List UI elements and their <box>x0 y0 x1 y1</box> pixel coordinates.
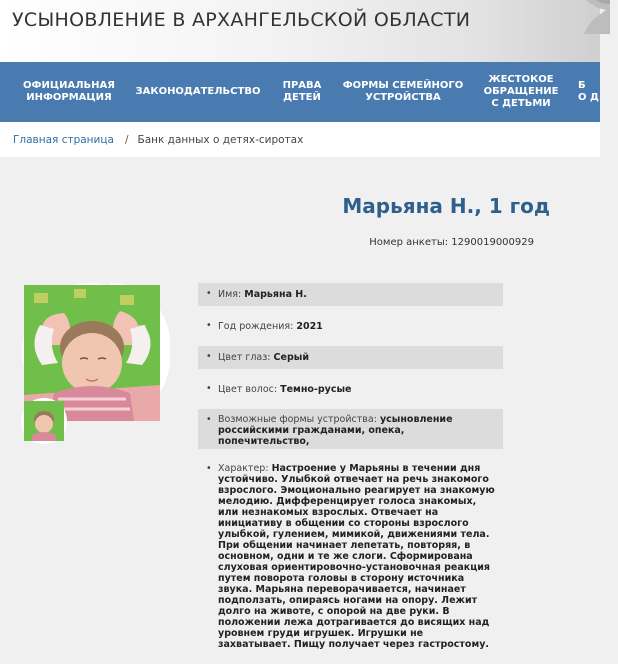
form-number-label: Номер анкеты: <box>369 237 449 248</box>
info-label: Цвет волос: <box>218 384 278 395</box>
bullet-icon: • <box>206 383 212 394</box>
info-row-character <box>198 458 503 655</box>
bullet-icon: • <box>206 288 212 299</box>
info-value: Серый <box>273 352 310 363</box>
info-label: Характер: <box>218 463 269 474</box>
bullet-icon: • <box>206 414 212 425</box>
info-label: Имя: <box>218 289 242 300</box>
info-row-birth-year <box>198 315 503 337</box>
header-decoration-icon <box>550 0 610 34</box>
bullet-icon: • <box>206 463 212 474</box>
info-value: усыновление российскими гражданами, опека, попечительство, <box>218 414 453 447</box>
info-row-hair-color <box>198 378 503 400</box>
breadcrumb-separator: / <box>124 133 129 146</box>
form-number <box>369 237 534 248</box>
info-row-eye-color <box>198 346 503 369</box>
nav-item-official-info[interactable]: ОФИЦИАЛЬНАЯ ИНФОРМАЦИЯ <box>23 80 115 103</box>
info-label: Возможные формы устройства: <box>218 414 377 425</box>
info-value: 2021 <box>296 321 323 332</box>
main-nav <box>0 62 600 122</box>
info-row-placement-forms <box>198 409 503 449</box>
breadcrumb-home-link[interactable]: Главная страница <box>13 133 114 146</box>
page-title: Марьяна Н., 1 год <box>342 194 550 218</box>
nav-item-legislation[interactable]: ЗАКОНОДАТЕЛЬСТВО <box>135 86 261 97</box>
thumbnail-image <box>24 401 64 441</box>
info-value: Настроение у Марьяны в течении дня устойчиво. Улыбкой отвечает на речь знакомого взрослого. Эмоционально реагирует на знакомую мелодию. Дифференцирует голоса знакомых, или незнакомых взрослых. Отвечает на инициативу в общении со стороны взрослого улыбкой, гулением, мимикой, движениями тела. При общении начинает лепетать, повторяя, в основном, одни и те же слоги. Сформирована слуховая ориентировочно-установочная реакция путем поворота головы в сторону источника звука. Марьяна переворачивается, начинает подползать, опираясь ногами на опору. Лежит долго на животе, с опорой на две руки. В положении лежа дотрагивается до висящих над уровнем груди игрушек. Игрушки не захватывает. Пищу получает через гастростому. <box>218 463 495 650</box>
child-info-list <box>198 283 503 664</box>
bullet-icon: • <box>206 320 212 331</box>
bullet-icon: • <box>206 351 212 362</box>
child-photo-thumbnail[interactable] <box>21 398 67 444</box>
nav-item-overflow[interactable]: Б О Д <box>578 80 599 103</box>
info-row-name <box>198 283 503 306</box>
info-label: Цвет глаз: <box>218 352 271 363</box>
info-value: Темно-русые <box>280 384 352 395</box>
nav-item-child-abuse[interactable]: ЖЕСТОКОЕ ОБРАЩЕНИЕ С ДЕТЬМИ <box>483 74 559 109</box>
breadcrumb-current: Банк данных о детях-сиротах <box>137 133 304 146</box>
breadcrumb <box>0 122 600 157</box>
nav-item-family-forms[interactable]: ФОРМЫ СЕМЕЙНОГО УСТРОЙСТВА <box>342 80 464 103</box>
nav-item-children-rights[interactable]: ПРАВА ДЕТЕЙ <box>282 80 322 103</box>
site-title[interactable]: УСЫНОВЛЕНИЕ В АРХАНГЕЛЬСКОЙ ОБЛАСТИ <box>12 9 471 31</box>
info-value: Марьяна Н. <box>244 289 307 300</box>
info-label: Год рождения: <box>218 321 294 332</box>
site-header <box>0 0 600 62</box>
form-number-value: 1290019000929 <box>451 237 534 248</box>
